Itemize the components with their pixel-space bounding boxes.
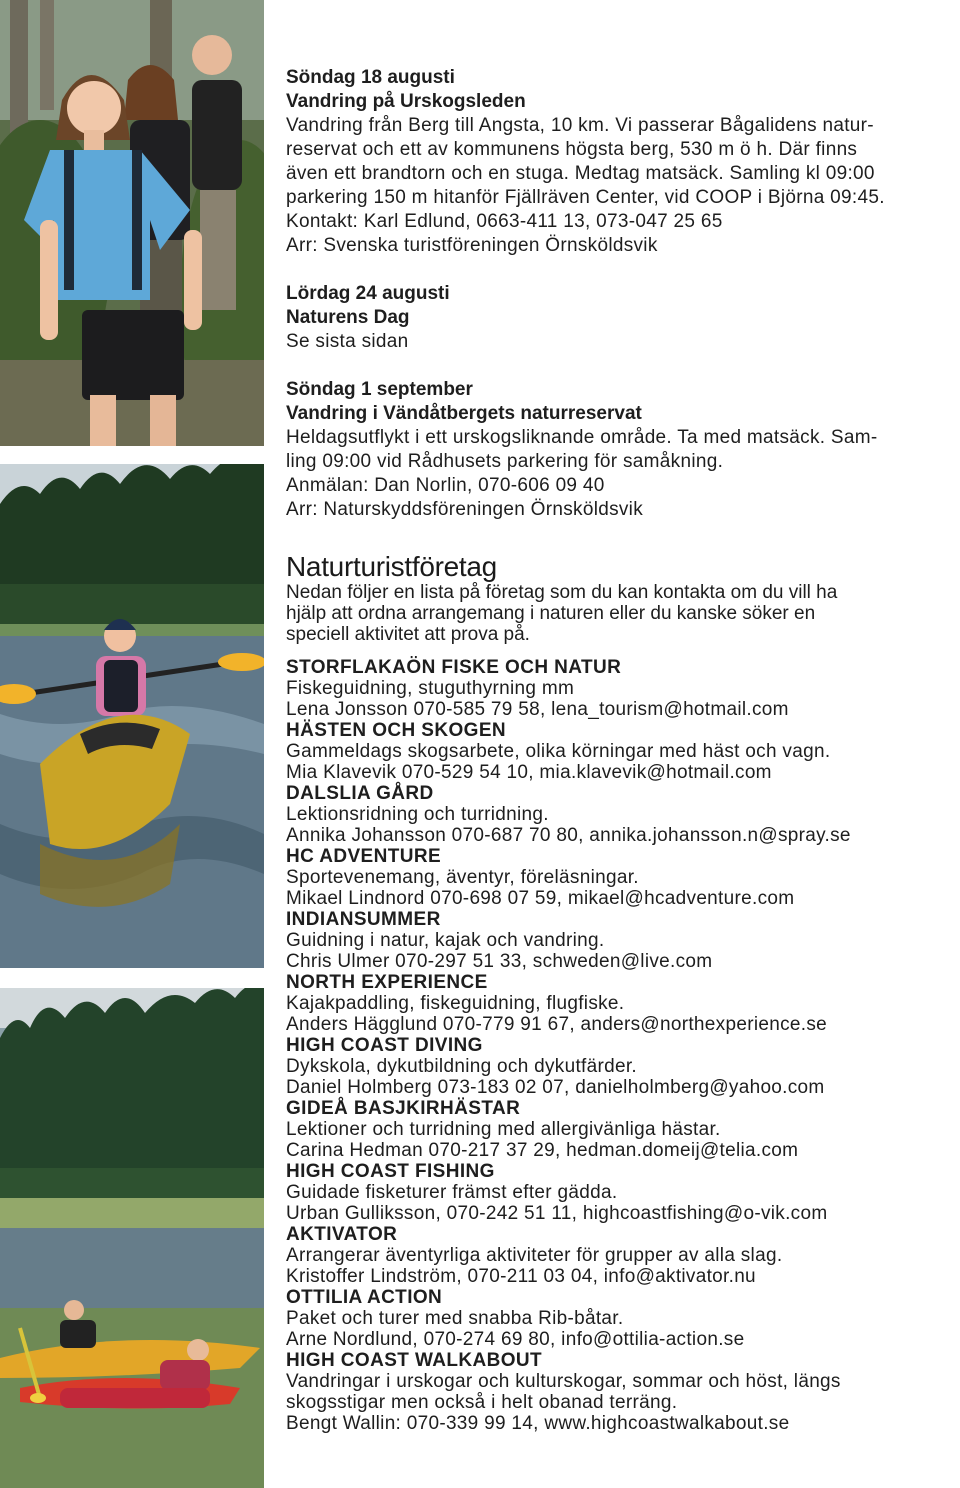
event-item [286, 378, 956, 522]
company-list [286, 657, 956, 1434]
company-description: Paket och turer med snabba Rib-båtar. [286, 1308, 624, 1329]
company-name: AKTIVATOR [286, 1224, 398, 1245]
event-text-line: Se sista sidan [286, 331, 409, 352]
company-description: Lektioner och turridning med allergivänliga hästar. [286, 1119, 721, 1140]
company-item [286, 1161, 956, 1224]
company-contact: Daniel Holmberg 073-183 02 07, danielholmberg@yahoo.com [286, 1077, 825, 1098]
company-item [286, 1350, 956, 1434]
intro-line: Nedan följer en lista på företag som du kan kontakta om du vill ha [286, 582, 838, 603]
company-name: HIGH COAST DIVING [286, 1035, 483, 1056]
section-heading: Naturturistföretag [286, 551, 497, 582]
company-contact: Anders Hägglund 070-779 91 67, anders@northexperience.se [286, 1014, 827, 1035]
event-title: Vandring på Urskogsleden [286, 91, 526, 112]
hikers-photo [0, 0, 264, 446]
event-title: Vandring i Vändåtbergets naturreservat [286, 403, 642, 424]
section-intro [286, 582, 956, 645]
company-name: INDIANSUMMER [286, 909, 441, 930]
company-description: Sportevenemang, äventyr, föreläsningar. [286, 867, 639, 888]
company-description: Fiskeguidning, stuguthyrning mm [286, 678, 575, 699]
main-content [286, 66, 956, 1434]
event-contact: Anmälan: Dan Norlin, 070-606 09 40 [286, 475, 605, 496]
company-description: Guidning i natur, kajak och vandring. [286, 930, 605, 951]
intro-line: speciell aktivitet att prova på. [286, 624, 530, 645]
event-text-line: parkering 150 m hitanför Fjällräven Center, vid COOP i Björna 09:45. [286, 187, 885, 208]
event-item [286, 282, 956, 354]
company-contact: Chris Ulmer 070-297 51 33, schweden@live.com [286, 951, 713, 972]
company-item [286, 909, 956, 972]
event-date: Lördag 24 augusti [286, 283, 450, 304]
event-date: Söndag 1 september [286, 379, 473, 400]
photo-column [0, 0, 264, 1488]
company-contact: Bengt Wallin: 070-339 99 14, www.highcoastwalkabout.se [286, 1413, 790, 1434]
event-text-line: Heldagsutflykt i ett urskogsliknande område. Ta med matsäck. Sam- [286, 427, 878, 448]
company-name: HC ADVENTURE [286, 846, 442, 867]
company-description: Dykskola, dykutbildning och dykutfärder. [286, 1056, 638, 1077]
company-description: Arrangerar äventyrliga aktiviteter för grupper av alla slag. [286, 1245, 783, 1266]
event-organizer: Arr: Naturskyddsföreningen Örnsköldsvik [286, 499, 644, 520]
company-description: Vandringar i urskogar och kulturskogar, sommar och höst, längs [286, 1371, 841, 1392]
event-date: Söndag 18 augusti [286, 67, 455, 88]
intro-line: hjälp att ordna arrangemang i naturen eller du kanske söker en [286, 603, 816, 624]
company-name: HÄSTEN OCH SKOGEN [286, 720, 507, 741]
event-text-line: ling 09:00 vid Rådhusets parkering för samåkning. [286, 451, 724, 472]
event-contact: Kontakt: Karl Edlund, 0663-411 13, 073-047 25 65 [286, 211, 723, 232]
company-item [286, 783, 956, 846]
event-organizer: Arr: Svenska turistföreningen Örnsköldsvik [286, 235, 658, 256]
company-description: Gammeldags skogsarbete, olika körningar med häst och vagn. [286, 741, 831, 762]
company-item [286, 1035, 956, 1098]
company-contact: Urban Gulliksson, 070-242 51 11, highcoastfishing@o-vik.com [286, 1203, 828, 1224]
event-text-line: reservat och ett av kommunens högsta berg, 530 m ö h. Där finns [286, 139, 858, 160]
company-item [286, 1224, 956, 1287]
company-name: STORFLAKAÖN FISKE OCH NATUR [286, 657, 622, 678]
company-contact: Mikael Lindnord 070-698 07 59, mikael@hcadventure.com [286, 888, 795, 909]
company-contact: Lena Jonsson 070-585 79 58, lena_tourism@hotmail.com [286, 699, 789, 720]
company-item [286, 720, 956, 783]
event-title: Naturens Dag [286, 307, 410, 328]
company-name: OTTILIA ACTION [286, 1287, 443, 1308]
company-contact: Carina Hedman 070-217 37 29, hedman.domeij@telia.com [286, 1140, 799, 1161]
company-description: Guidade fisketurer främst efter gädda. [286, 1182, 618, 1203]
company-contact: Kristoffer Lindström, 070-211 03 04, info@aktivator.nu [286, 1266, 756, 1287]
event-text-line: även ett brandtorn och en stuga. Medtag matsäck. Samling kl 09:00 [286, 163, 875, 184]
company-description: Kajakpaddling, fiskeguidning, flugfiske. [286, 993, 625, 1014]
company-description: Lektionsridning och turridning. [286, 804, 549, 825]
company-item [286, 657, 956, 720]
company-contact: Annika Johansson 070-687 70 80, annika.johansson.n@spray.se [286, 825, 851, 846]
event-text-line: Vandring från Berg till Angsta, 10 km. Vi passerar Bågalidens natur- [286, 115, 874, 136]
lake-kayaks-photo [0, 988, 264, 1488]
company-contact: Arne Nordlund, 070-274 69 80, info@ottilia-action.se [286, 1329, 745, 1350]
company-item [286, 1098, 956, 1161]
event-item [286, 66, 956, 258]
kayaker-photo [0, 464, 264, 968]
company-item [286, 972, 956, 1035]
company-contact: Mia Klavevik 070-529 54 10, mia.klavevik@hotmail.com [286, 762, 772, 783]
company-name: DALSLIA GÅRD [286, 783, 434, 804]
company-name: GIDEÅ BASJKIRHÄSTAR [286, 1098, 521, 1119]
company-name: HIGH COAST FISHING [286, 1161, 495, 1182]
company-name: HIGH COAST WALKABOUT [286, 1350, 543, 1371]
company-item [286, 1287, 956, 1350]
company-name: NORTH EXPERIENCE [286, 972, 488, 993]
company-description: skogsstigar men också i helt obanad terräng. [286, 1392, 678, 1413]
company-item [286, 846, 956, 909]
